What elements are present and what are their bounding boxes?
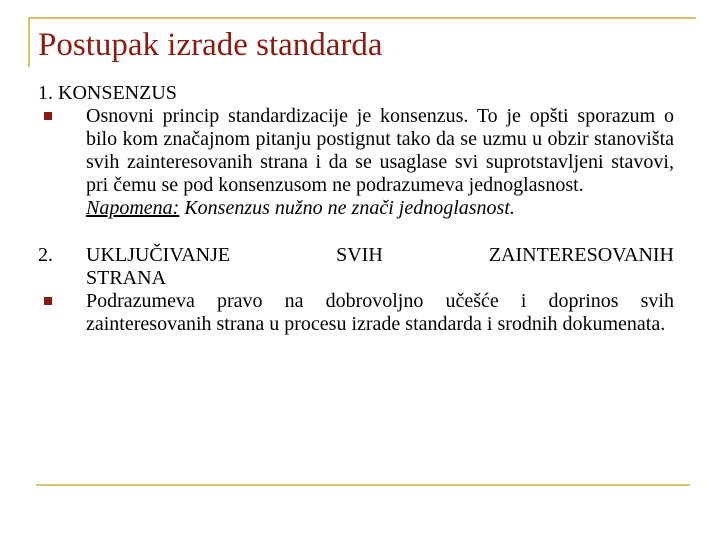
section1-bullet-item	[38, 105, 674, 220]
section2-heading	[38, 244, 674, 290]
slide-body	[38, 82, 674, 336]
note-text: Konsenzus nužno ne znači jednoglasnost.	[179, 197, 515, 219]
section2-heading-line2: STRANA	[86, 267, 167, 289]
section2-bullet-item	[38, 290, 674, 336]
frame-top-line	[28, 17, 696, 19]
slide-title: Postupak izrade standarda	[38, 27, 383, 63]
square-bullet-icon	[44, 112, 52, 120]
frame-bottom-line	[36, 484, 690, 486]
square-bullet-icon	[44, 297, 52, 305]
section1-heading: 1. KONSENZUS	[38, 82, 177, 104]
frame-left-line	[28, 17, 30, 67]
note-label: Napomena:	[86, 197, 180, 219]
section1-text: Osnovni princip standardizacije je konsenzus. To je opšti sporazum o bilo kom značajnom pitanju postignut tako da se uzmu u obzir stanovišta svih zainteresovanih strana i da se usaglase svi suprotstavljeni stavovi, pri čemu se pod konsenzusom ne podrazumeva jednoglasnost.	[86, 105, 674, 196]
section2-number: 2.	[38, 244, 53, 266]
section1-note	[86, 197, 674, 220]
section2-heading-line1: UKLJUČIVANJE SVIH ZAINTERESOVANIH	[86, 244, 674, 266]
section2-text: Podrazumeva pravo na dobrovoljno učešće i doprinos svih zainteresovanih strana u procesu izrade standarda i srodnih dokumenata.	[86, 290, 674, 335]
